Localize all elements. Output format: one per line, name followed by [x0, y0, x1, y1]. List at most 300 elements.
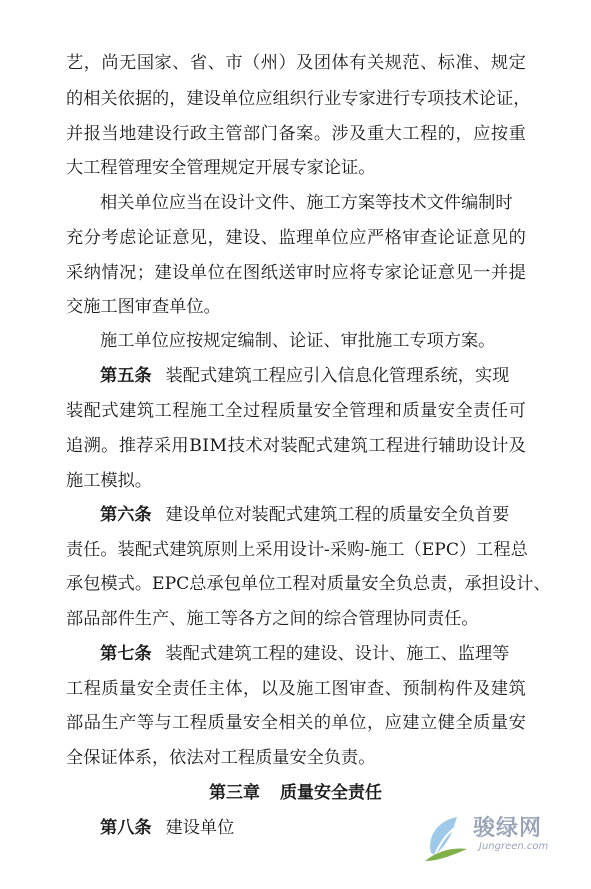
- text-char: 充: [66, 228, 84, 248]
- text-char: 应: [331, 263, 349, 283]
- text-line: [66, 431, 526, 461]
- text-char: 辅: [438, 436, 456, 456]
- text-char: 无: [119, 53, 137, 73]
- text-char: 关: [366, 53, 385, 73]
- text-char: 承: [464, 574, 482, 594]
- text-char: 据: [134, 89, 153, 109]
- text-char: 在: [225, 263, 243, 283]
- text-char: 配: [83, 401, 101, 421]
- text-line: [66, 84, 531, 114]
- text-char: 及: [296, 53, 314, 73]
- text-char: 标: [437, 53, 455, 73]
- text-char: 量: [296, 401, 314, 421]
- text-char: 证: [496, 89, 514, 109]
- text-char: 单: [240, 574, 259, 594]
- text-char: 部: [243, 124, 261, 144]
- text-char: 建: [490, 679, 509, 699]
- text-char: ，: [243, 679, 261, 699]
- text-char: 任: [83, 540, 101, 560]
- text-char: 全: [154, 679, 172, 699]
- text-char: 织: [289, 89, 307, 109]
- text-char: 与: [154, 713, 172, 733]
- text-char: 见: [490, 228, 509, 248]
- text-char: 况: [119, 263, 137, 283]
- text-char: 配: [298, 436, 316, 456]
- text-line: [66, 223, 526, 253]
- text-char: 图: [331, 679, 349, 699]
- text-char: 组: [272, 89, 290, 109]
- text-char: 质: [326, 574, 345, 594]
- text-char: 一: [473, 263, 491, 283]
- text-char: 纸: [260, 263, 278, 283]
- text-char: 总: [189, 574, 207, 594]
- text-char: 行: [172, 124, 190, 144]
- text-char: 情: [101, 263, 119, 283]
- text-char: ）: [278, 53, 296, 73]
- text-char: 分: [83, 228, 101, 248]
- text-char: C: [176, 574, 190, 594]
- text-char: 和: [384, 401, 402, 421]
- text-char: 健: [437, 713, 455, 733]
- text-line: [66, 674, 526, 704]
- text-char: 国: [136, 53, 155, 73]
- text-char: 筑: [186, 540, 204, 560]
- text-char: 规: [384, 53, 402, 73]
- text-char: 建: [225, 228, 243, 248]
- text-char: 预: [402, 679, 420, 699]
- text-char: 业: [324, 89, 342, 109]
- text-char: 监: [278, 228, 296, 248]
- article-5-heading: 第五条: [100, 366, 152, 386]
- text-char: 定: [508, 53, 526, 73]
- text-line: 全保证体系，依法对工程质量安全负责。: [66, 748, 376, 768]
- text-line: [66, 119, 526, 149]
- text-char: 安: [508, 713, 526, 733]
- text-segment: 装配式建筑工程的建设、设计、施工、监理等: [165, 644, 510, 664]
- text-char: ；: [136, 263, 155, 283]
- text-line: [66, 258, 526, 288]
- text-char: P: [164, 574, 177, 594]
- text-char: 工: [275, 574, 293, 594]
- text-char: 溯: [83, 436, 101, 456]
- text-char: 的: [508, 228, 526, 248]
- text-char: 团: [313, 53, 332, 73]
- text-char: 安: [243, 713, 261, 733]
- text-char: ，: [447, 574, 465, 594]
- leaf-logo-icon: [423, 811, 471, 865]
- text-char: 部: [66, 713, 84, 733]
- article-5-first-line: [100, 361, 591, 391]
- chapter-heading: [0, 778, 591, 808]
- text-char: 理: [366, 401, 385, 421]
- text-char: 全: [455, 401, 473, 421]
- text-char: 关: [100, 89, 118, 109]
- text-char: 证: [420, 263, 438, 283]
- text-char: 见: [455, 263, 473, 283]
- text-char: 位: [238, 89, 256, 109]
- text-char: 设: [498, 574, 517, 594]
- text-char: 立: [420, 713, 438, 733]
- text-char: 责: [430, 574, 448, 594]
- text-line: [66, 48, 526, 78]
- text-char: ，: [83, 53, 101, 73]
- text-char: 设: [154, 124, 172, 144]
- text-char: 意: [437, 263, 455, 283]
- text-char: 证: [455, 228, 473, 248]
- text-char: I: [202, 436, 210, 456]
- text-char: 、: [533, 574, 551, 594]
- text-char: 意: [172, 228, 190, 248]
- text-char: 筑: [136, 401, 155, 421]
- text-char: B: [189, 436, 202, 456]
- text-char: 论: [478, 89, 497, 109]
- text-char: （: [243, 53, 261, 73]
- text-char: 安: [361, 574, 379, 594]
- text-char: 证: [154, 228, 172, 248]
- text-char: 购: [347, 540, 365, 560]
- text-char: 重: [366, 124, 385, 144]
- text-char: E: [152, 574, 165, 594]
- text-char: M: [209, 436, 228, 456]
- text-char: 行: [306, 89, 325, 109]
- text-char: 图: [243, 263, 261, 283]
- text-char: 工: [313, 679, 332, 699]
- text-char: 建: [169, 540, 187, 560]
- text-line: [66, 396, 526, 426]
- text-char: 程: [260, 401, 278, 421]
- text-char: 任: [189, 679, 208, 699]
- text-char: 行: [392, 89, 411, 109]
- text-char: 提: [508, 263, 526, 283]
- text-char: 设: [243, 228, 261, 248]
- text-char: 质: [207, 713, 225, 733]
- text-char: 工: [402, 124, 420, 144]
- text-char: 责: [66, 540, 84, 560]
- text-char: ，: [169, 89, 187, 109]
- text-char: 工: [66, 679, 84, 699]
- text-char: 、: [384, 679, 402, 699]
- text-char: 州: [260, 53, 278, 73]
- text-char: 施: [296, 679, 314, 699]
- text-char: 有: [349, 53, 367, 73]
- text-char: 的: [437, 124, 455, 144]
- text-char: 、: [473, 53, 491, 73]
- text-char: 质: [278, 401, 296, 421]
- text-char: 助: [456, 436, 474, 456]
- text-char: 生: [101, 713, 119, 733]
- text-char: 荐: [136, 436, 154, 456]
- text-char: 责: [473, 401, 491, 421]
- text-char: 安: [136, 679, 155, 699]
- text-char: ，: [455, 124, 473, 144]
- text-char: （: [404, 540, 422, 560]
- text-char: ，: [513, 89, 531, 109]
- text-char: 装: [117, 540, 135, 560]
- text-char: 则: [220, 540, 239, 560]
- text-char: 全: [225, 401, 243, 421]
- text-char: 相: [83, 89, 101, 109]
- text-char: 全: [378, 574, 396, 594]
- text-char: 式: [101, 401, 119, 421]
- text-char: 任: [490, 401, 509, 421]
- text-char: 量: [420, 401, 438, 421]
- text-char: 式: [152, 540, 170, 560]
- chapter-number: 第三章: [209, 783, 260, 803]
- text-char: 品: [83, 713, 101, 733]
- text-char: 主: [207, 124, 225, 144]
- text-char: 将: [349, 263, 367, 283]
- text-line: 施工单位应按规定编制、论证、审批施工专项方案。: [100, 331, 496, 351]
- text-char: -: [364, 540, 371, 560]
- text-char: 承: [206, 574, 224, 594]
- text-char: 量: [225, 713, 243, 733]
- text-char: 送: [278, 263, 296, 283]
- text-char: 位: [331, 228, 349, 248]
- text-char: 。: [101, 436, 119, 456]
- text-char: 按: [490, 124, 509, 144]
- text-char: 大: [384, 124, 402, 144]
- text-char: 技: [227, 436, 245, 456]
- text-char: 工: [368, 436, 386, 456]
- text-char: 。: [100, 540, 118, 560]
- watermark: [423, 809, 573, 869]
- text-char: 责: [172, 679, 190, 699]
- text-char: 及: [508, 436, 526, 456]
- text-char: 可: [508, 401, 526, 421]
- text-char: 准: [455, 53, 473, 73]
- text-char: 上: [238, 540, 256, 560]
- text-char: 质: [473, 713, 491, 733]
- text-char: ，: [366, 713, 385, 733]
- text-char: 以: [260, 679, 278, 699]
- text-char: 过: [243, 401, 261, 421]
- text-char: 程: [83, 679, 101, 699]
- text-char: 位: [207, 263, 225, 283]
- text-char: 政: [189, 124, 208, 144]
- text-char: 全: [331, 401, 349, 421]
- text-char: 用: [171, 436, 189, 456]
- text-char: 审: [402, 228, 420, 248]
- text-char: 建: [136, 124, 155, 144]
- text-char: 技: [444, 89, 462, 109]
- text-char: 相: [278, 713, 296, 733]
- text-char: 的: [66, 89, 84, 109]
- text-line: 部品部件生产、施工等各方之间的综合管理协同责任。: [66, 609, 479, 629]
- text-char: 论: [402, 263, 420, 283]
- text-char: 包: [223, 574, 241, 594]
- text-line: 相关单位应当在设计文件、施工方案等技术文件编制时: [100, 193, 513, 213]
- text-segment: 建设单位: [165, 818, 235, 838]
- text-char: 意: [473, 228, 491, 248]
- text-char: 单: [220, 89, 239, 109]
- text-char: 尚: [101, 53, 119, 73]
- text-char: P: [434, 540, 446, 560]
- text-char: 艺: [66, 53, 84, 73]
- text-line: 交施工图审查单位。: [66, 297, 221, 317]
- text-char: 家: [358, 89, 376, 109]
- text-char: 计: [491, 436, 509, 456]
- watermark-name: 骏绿网: [473, 816, 543, 841]
- text-char: 筑: [350, 436, 368, 456]
- article-7-first-line: [100, 639, 591, 669]
- text-char: 对: [262, 436, 281, 456]
- text-char: 、: [172, 53, 190, 73]
- text-char: 地: [119, 124, 137, 144]
- text-char: 采: [66, 263, 84, 283]
- text-char: 产: [119, 713, 137, 733]
- text-char: 的: [152, 89, 170, 109]
- text-char: 建: [119, 401, 137, 421]
- text-char: 门: [260, 124, 278, 144]
- text-char: 应: [255, 89, 273, 109]
- text-char: 术: [245, 436, 263, 456]
- text-char: 纳: [83, 263, 101, 283]
- text-char: 。: [313, 124, 332, 144]
- article-7-heading: 第七条: [100, 644, 152, 664]
- text-char: 配: [134, 540, 153, 560]
- text-char: 量: [344, 574, 362, 594]
- text-char: 建: [186, 89, 204, 109]
- text-char: 虑: [119, 228, 137, 248]
- text-char: ，: [207, 228, 225, 248]
- text-char: 负: [395, 574, 413, 594]
- text-char: 报: [83, 124, 101, 144]
- text-char: 当: [101, 124, 119, 144]
- text-char: 工: [172, 713, 190, 733]
- text-char: 包: [83, 574, 101, 594]
- text-char: 规: [490, 53, 509, 73]
- text-char: ）: [458, 540, 477, 560]
- text-char: 体: [331, 53, 349, 73]
- article-8-heading: 第八条: [100, 818, 152, 838]
- text-char: 进: [403, 436, 421, 456]
- text-line: [66, 569, 551, 599]
- text-line: 大工程管理安全管理规定开展专家论证。: [66, 158, 376, 178]
- text-char: 筑: [508, 679, 526, 699]
- text-char: 位: [349, 713, 367, 733]
- text-char: 工: [154, 401, 172, 421]
- text-char: 安: [313, 401, 332, 421]
- text-char: 专: [341, 89, 359, 109]
- text-char: 采: [329, 540, 348, 560]
- text-char: 主: [207, 679, 225, 699]
- text-char: 式: [315, 436, 333, 456]
- text-char: 装: [66, 401, 84, 421]
- text-char: 程: [292, 574, 310, 594]
- text-char: 进: [375, 89, 393, 109]
- text-char: 、: [207, 53, 225, 73]
- article-6-first-line: [100, 500, 591, 530]
- text-char: 程: [420, 124, 438, 144]
- text-segment: 装配式建筑工程应引入信息化管理系统，实现: [165, 366, 510, 386]
- text-char: 施: [189, 401, 208, 421]
- text-char: 格: [384, 228, 402, 248]
- text-char: 建: [333, 436, 351, 456]
- text-char: 专: [366, 263, 385, 283]
- text-char: 等: [136, 713, 155, 733]
- text-char: 建: [154, 263, 172, 283]
- text-char: 质: [402, 401, 420, 421]
- text-char: 量: [490, 713, 509, 733]
- text-char: 量: [119, 679, 137, 699]
- text-char: 设: [289, 540, 307, 560]
- text-char: 追: [66, 436, 84, 456]
- text-char: C: [445, 540, 459, 560]
- text-char: 依: [117, 89, 135, 109]
- text-char: 施: [370, 540, 388, 560]
- text-char: 并: [66, 124, 84, 144]
- text-segment: 建设单位对装配式建筑工程的质量安全负首要: [165, 505, 510, 525]
- text-char: 承: [66, 574, 84, 594]
- text-char: 程: [172, 401, 190, 421]
- text-char: 重: [508, 124, 526, 144]
- text-line: [66, 708, 526, 738]
- text-char: 程: [189, 713, 208, 733]
- text-char: 工: [387, 540, 405, 560]
- text-char: 装: [280, 436, 298, 456]
- text-char: 及: [278, 679, 296, 699]
- text-char: 省: [189, 53, 208, 73]
- text-char: 行: [420, 436, 439, 456]
- text-char: 家: [154, 53, 172, 73]
- text-char: 、: [420, 53, 438, 73]
- text-char: 查: [366, 679, 385, 699]
- text-char: 计: [516, 574, 534, 594]
- text-char: 备: [278, 124, 296, 144]
- text-char: 总: [412, 574, 431, 594]
- text-char: 件: [455, 679, 473, 699]
- text-char: 家: [384, 263, 402, 283]
- text-char: 管: [349, 401, 367, 421]
- text-char: 范: [402, 53, 420, 73]
- text-char: 推: [118, 436, 136, 456]
- text-char: 体: [225, 679, 243, 699]
- text-char: 采: [153, 436, 172, 456]
- text-char: 市: [225, 53, 243, 73]
- text-line: [66, 535, 526, 565]
- text-char: 应: [349, 228, 367, 248]
- text-char: 全: [455, 713, 473, 733]
- text-char: 严: [366, 228, 385, 248]
- text-char: 的: [313, 713, 332, 733]
- text-char: 全: [260, 713, 278, 733]
- text-char: 采: [255, 540, 273, 560]
- text-char: 建: [402, 713, 420, 733]
- text-char: 构: [437, 679, 455, 699]
- text-char: 模: [100, 574, 118, 594]
- text-char: 术: [461, 89, 479, 109]
- text-char: 及: [349, 124, 367, 144]
- text-char: 工: [476, 540, 494, 560]
- text-char: 理: [296, 228, 314, 248]
- text-char: 程: [385, 436, 404, 456]
- text-char: 、: [260, 228, 278, 248]
- text-char: 审: [296, 263, 314, 283]
- text-line: 施工模拟。: [66, 471, 152, 491]
- text-char: 质: [101, 679, 119, 699]
- text-char: 专: [410, 89, 428, 109]
- text-char: 涉: [331, 124, 349, 144]
- article-6-heading: 第六条: [100, 505, 152, 525]
- chapter-title: 质量安全责任: [280, 783, 382, 803]
- text-char: 原: [203, 540, 221, 560]
- text-char: 查: [420, 228, 438, 248]
- watermark-url: Jungreen.com: [479, 841, 549, 852]
- text-char: 关: [296, 713, 314, 733]
- text-char: 总: [510, 540, 528, 560]
- text-char: 及: [473, 679, 491, 699]
- text-char: 式: [117, 574, 135, 594]
